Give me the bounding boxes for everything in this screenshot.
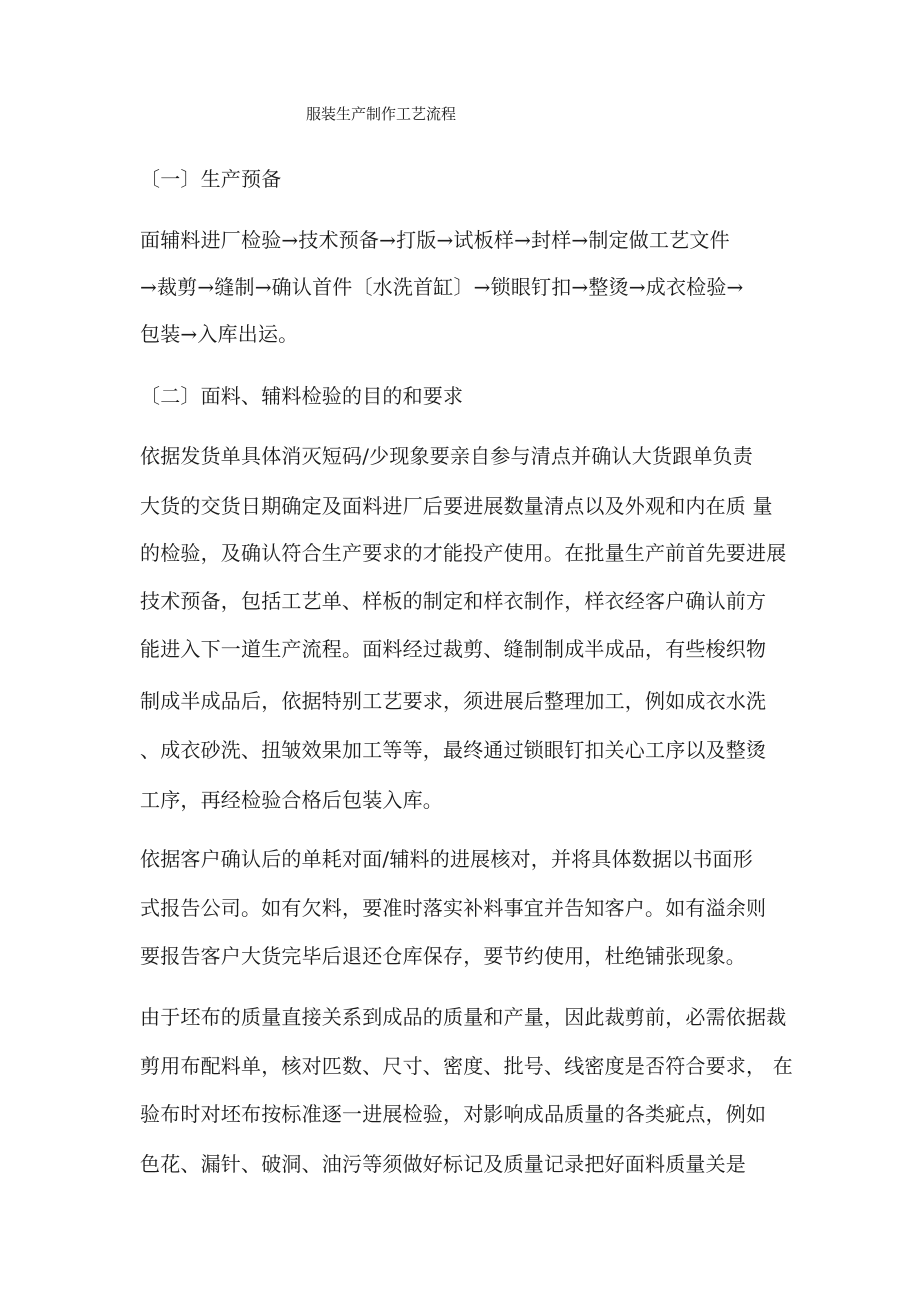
section-heading-2: 〔二〕面料、辅料检验的目的和要求 bbox=[140, 384, 464, 408]
text-line: 技术预备，包括工艺单、样板的制定和样衣制作，样衣经客户确认前方 bbox=[140, 589, 767, 613]
text-line: 色花、漏针、破洞、油污等须做好标记及质量记录把好面料质量关是 bbox=[140, 1152, 746, 1176]
text-line: 工序，再经检验合格后包装入库。 bbox=[140, 788, 443, 812]
text-line: 的检验，及确认符合生产要求的才能投产使用。在批量生产前首先要进展 bbox=[140, 541, 787, 565]
text-line: 由于坯布的质量直接关系到成品的质量和产量，因此裁剪前，必需依据裁 bbox=[140, 1005, 787, 1029]
text-line: 验布时对坯布按标准逐一进展检验，对影响成品质量的各类疵点，例如 bbox=[140, 1102, 767, 1126]
text-line: 面辅料进厂检验→技术预备→打版→试板样→封样→制定做工艺文件 bbox=[140, 228, 730, 252]
text-line: 要报告客户大货完毕后退还仓库保存，要节约使用，杜绝铺张现象。 bbox=[140, 944, 746, 968]
text-line: 剪用布配料单，核对匹数、尺寸、密度、批号、线密度是否符合要求， 在 bbox=[140, 1054, 793, 1078]
document-title: 服装生产制作工艺流程 bbox=[306, 105, 457, 123]
text-line: 式报告公司。如有欠料，要准时落实补料事宜并告知客户。如有溢余则 bbox=[140, 896, 767, 920]
text-line: 大货的交货日期确定及面料进厂后要进展数量清点以及外观和内在质 量 bbox=[140, 494, 773, 518]
section-heading-1: 〔一〕生产预备 bbox=[140, 167, 282, 191]
text-line: 能进入下一道生产流程。面料经过裁剪、缝制制成半成品，有些梭织物 bbox=[140, 637, 767, 661]
text-line: 制成半成品后，依据特别工艺要求，须进展后整理加工，例如成衣水洗 bbox=[140, 689, 767, 713]
text-line: 依据发货单具体消灭短码/少现象要亲自参与清点并确认大货跟单负责 bbox=[140, 444, 753, 468]
text-line: 、成衣砂洗、扭皱效果加工等等，最终通过锁眼钉扣关心工序以及整烫 bbox=[140, 738, 767, 762]
text-line: 包装→入库出运。 bbox=[140, 322, 299, 346]
text-line: →裁剪→缝制→确认首件〔水洗首缸〕→锁眼钉扣→整烫→成衣检验→ bbox=[140, 275, 744, 299]
text-line: 依据客户确认后的单耗对面/辅料的进展核对，并将具体数据以书面形 bbox=[140, 847, 753, 871]
